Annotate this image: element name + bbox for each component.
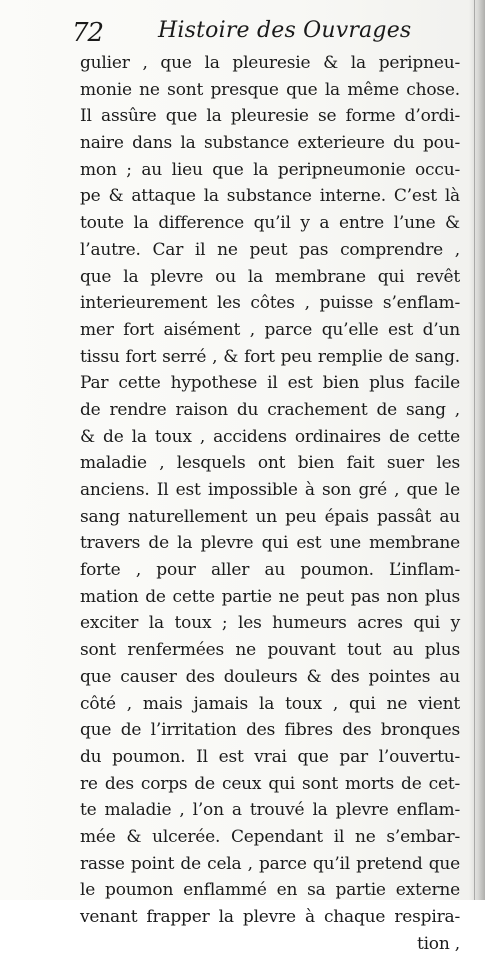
- text-line: que de l’irritation des fibres des bronques: [80, 720, 460, 741]
- text-line: forte , pour aller au poumon. L’inflam-: [80, 560, 460, 581]
- text-line: que causer des douleurs & des pointes au: [80, 666, 460, 687]
- text-line: de rendre raison du crachement de sang ,: [80, 399, 460, 420]
- text-line: travers de la plevre qui est une membrane: [80, 533, 460, 554]
- text-line: anciens. Il est impossible à son gré , que le: [80, 480, 460, 500]
- text-line: du poumon. Il est vrai que par l’ouvertu-: [80, 746, 460, 767]
- text-line: exciter la toux ; les humeurs acres qui y: [80, 613, 460, 634]
- text-line: mon ; au lieu que la peripneumonie occu-: [80, 159, 460, 180]
- text-line: te maladie , l’on a trouvé la plevre enflam-: [80, 800, 460, 821]
- page-number: 72: [72, 18, 104, 48]
- binding-edge: [474, 0, 475, 900]
- text-line: tissu fort serré , & fort peu remplie de sang.: [80, 346, 460, 367]
- text-line: Par cette hypothese il est bien plus facile: [80, 373, 460, 394]
- page-header: [72, 18, 462, 52]
- text-line: sont renfermées ne pouvant tout au plus: [80, 640, 460, 661]
- text-line: venant frapper la plevre à chaque respira-: [80, 907, 460, 927]
- text-line: re des corps de ceux qui sont morts de cet-: [80, 773, 460, 794]
- text-line: mation de cette partie ne peut pas non plus: [80, 586, 460, 607]
- text-line: monie ne sont presque que la même chose.: [80, 79, 460, 100]
- text-line: maladie , lesquels ont bien fait suer les: [80, 453, 460, 474]
- text-line: interieurement les côtes , puisse s’enflam-: [80, 293, 460, 314]
- text-line: toute la difference qu’il y a entre l’une &: [80, 213, 460, 234]
- text-line: gulier , que la pleuresie & la peripneu-: [80, 53, 460, 73]
- body-text: [80, 50, 460, 957]
- running-head: Histoire des Ouvrages: [158, 18, 412, 43]
- text-line: Il assûre que la pleuresie se forme d’ordi-: [80, 106, 460, 127]
- text-line: côté , mais jamais la toux , qui ne vient: [80, 693, 460, 714]
- text-line: rasse point de cela , parce qu’il pretend que: [80, 853, 460, 874]
- text-line: mée & ulcerée. Cependant il ne s’embar-: [80, 826, 460, 847]
- text-line: naire dans la substance exterieure du pou-: [80, 133, 460, 154]
- page-gutter-shadow: [469, 0, 485, 900]
- text-line: sang naturellement un peu épais passât au: [80, 506, 460, 527]
- text-line: pe & attaque la substance interne. C’est là: [80, 186, 460, 207]
- text-line: le poumon enflammé en sa partie externe: [80, 880, 460, 901]
- text-line: l’autre. Car il ne peut pas comprendre ,: [80, 239, 460, 260]
- text-line: & de la toux , accidens ordinaires de cette: [80, 426, 460, 447]
- text-line-last: tion ,: [416, 933, 460, 954]
- text-line: que la plevre ou la membrane qui revêt: [80, 266, 460, 287]
- text-line: mer fort aisément , parce qu’elle est d’un: [80, 319, 460, 340]
